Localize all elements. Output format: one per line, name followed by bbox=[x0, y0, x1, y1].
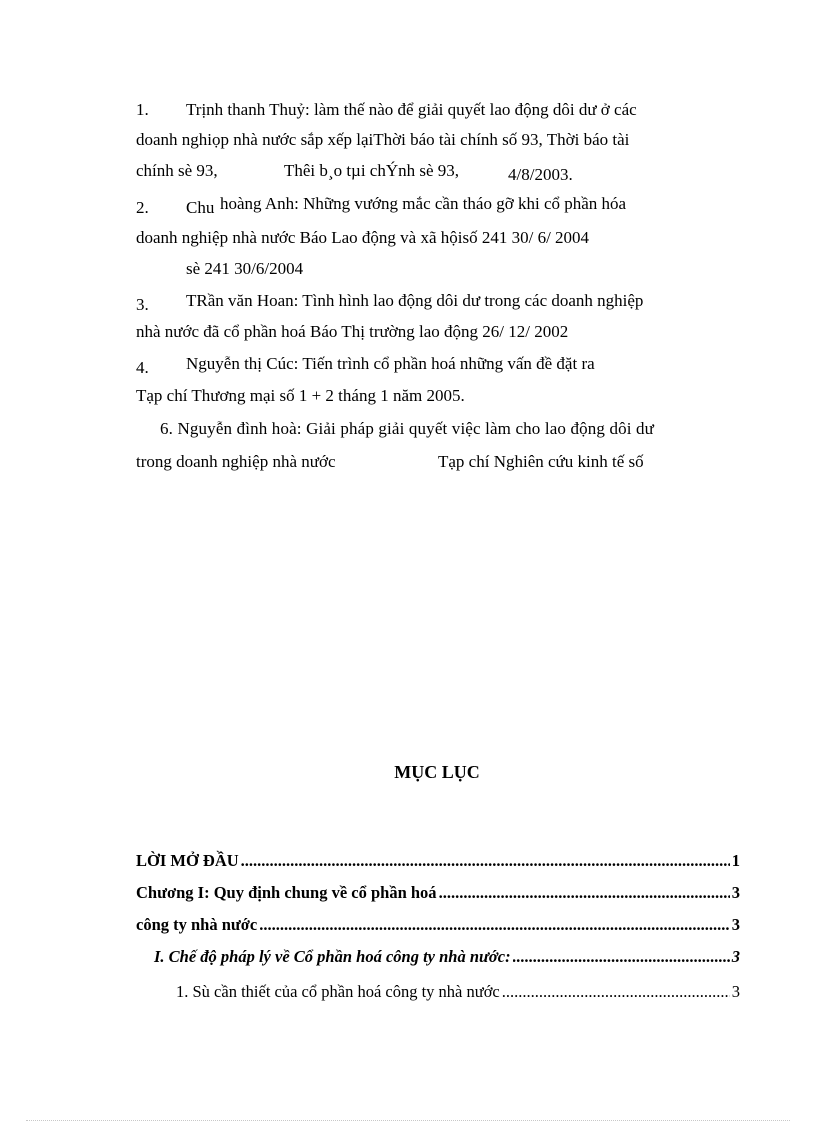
reference-2-line-2: doanh nghiệp nhà nước Báo Lao động và xã hộisố 241 30/ 6/ 2004 bbox=[136, 228, 590, 247]
reference-1-source-a: chính sè 93, bbox=[136, 161, 218, 180]
reference-6-line-2b: Tạp chí Nghiên cứu kinh tế số bbox=[438, 452, 644, 471]
toc-entry[interactable] bbox=[176, 982, 740, 1002]
reference-3-text-1: TRần văn Hoan: Tình hình lao động dôi dư trong các doanh nghiệp bbox=[186, 291, 644, 310]
toc-entry-text: 1. Sù cần thiết của cổ phần hoá công ty nhà nước bbox=[176, 982, 500, 1001]
reference-3-number: 3. bbox=[136, 295, 149, 314]
toc-leader-dots bbox=[513, 947, 730, 967]
reference-1-date: 4/8/2003. bbox=[508, 165, 573, 184]
reference-2-chu: Chu bbox=[186, 198, 215, 217]
reference-1-number: 1. bbox=[136, 100, 149, 119]
toc-entry-text: Chương I: Quy định chung về cổ phần hoá bbox=[136, 883, 437, 902]
toc-leader-dots bbox=[259, 915, 729, 935]
reference-2-line-3: sè 241 30/6/2004 bbox=[186, 259, 304, 278]
toc-leader-dots bbox=[241, 851, 730, 871]
page-bottom-divider bbox=[26, 1120, 790, 1121]
toc-entry-text: công ty nhà nước bbox=[136, 915, 258, 934]
toc-entry-page: 3 bbox=[731, 883, 740, 902]
toc-entry-page: 3 bbox=[731, 947, 740, 966]
toc-entry[interactable] bbox=[136, 883, 740, 903]
toc-leader-dots bbox=[502, 982, 730, 1002]
reference-4-number: 4. bbox=[136, 358, 149, 377]
toc-entry[interactable] bbox=[136, 851, 740, 871]
reference-2-number: 2. bbox=[136, 198, 149, 217]
reference-2-text-1: hoàng Anh: Những vướng mắc cần tháo gỡ khi cổ phần hóa bbox=[220, 194, 627, 213]
reference-1-source-b: Thêi b¸o tµi chÝnh sè 93, bbox=[284, 161, 460, 180]
reference-1-line-3 bbox=[136, 161, 218, 181]
reference-6-line-2a: trong doanh nghiệp nhà nước bbox=[136, 452, 336, 471]
toc-entry-text: LỜI MỞ ĐẦU bbox=[136, 851, 239, 870]
toc-leader-dots bbox=[439, 883, 730, 903]
toc-entry[interactable] bbox=[154, 947, 740, 967]
reference-4-line-2: Tạp chí Thương mại số 1 + 2 tháng 1 năm 2005. bbox=[136, 386, 465, 405]
toc-entry-page: 3 bbox=[731, 915, 740, 934]
reference-1-text-1: Trịnh thanh Thuỷ: làm thế nào để giải quyết lao động dôi dư ở các bbox=[186, 100, 637, 119]
reference-3-line-2: nhà nước đã cổ phần hoá Báo Thị trường lao động 26/ 12/ 2002 bbox=[136, 322, 569, 341]
toc-entry-text: I. Chế độ pháp lý về Cổ phần hoá công ty nhà nước: bbox=[154, 947, 511, 966]
reference-6-line-1: 6. Nguyễn đình hoà: Giải pháp giải quyết việc làm cho lao động dôi dư bbox=[160, 419, 655, 438]
toc-entry-page: 3 bbox=[731, 982, 740, 1001]
reference-1-line-2: doanh nghiọp nhà nước sắp xếp lạiThời báo tài chính số 93, Thời báo tài bbox=[136, 130, 630, 149]
toc-title: MỤC LỤC bbox=[394, 762, 480, 782]
reference-1-line-1 bbox=[136, 100, 637, 120]
toc-entry-page: 1 bbox=[731, 851, 740, 870]
reference-4-text-1: Nguyễn thị Cúc: Tiến trình cổ phần hoá những vấn đề đặt ra bbox=[186, 354, 595, 373]
toc-entry[interactable] bbox=[136, 915, 740, 935]
